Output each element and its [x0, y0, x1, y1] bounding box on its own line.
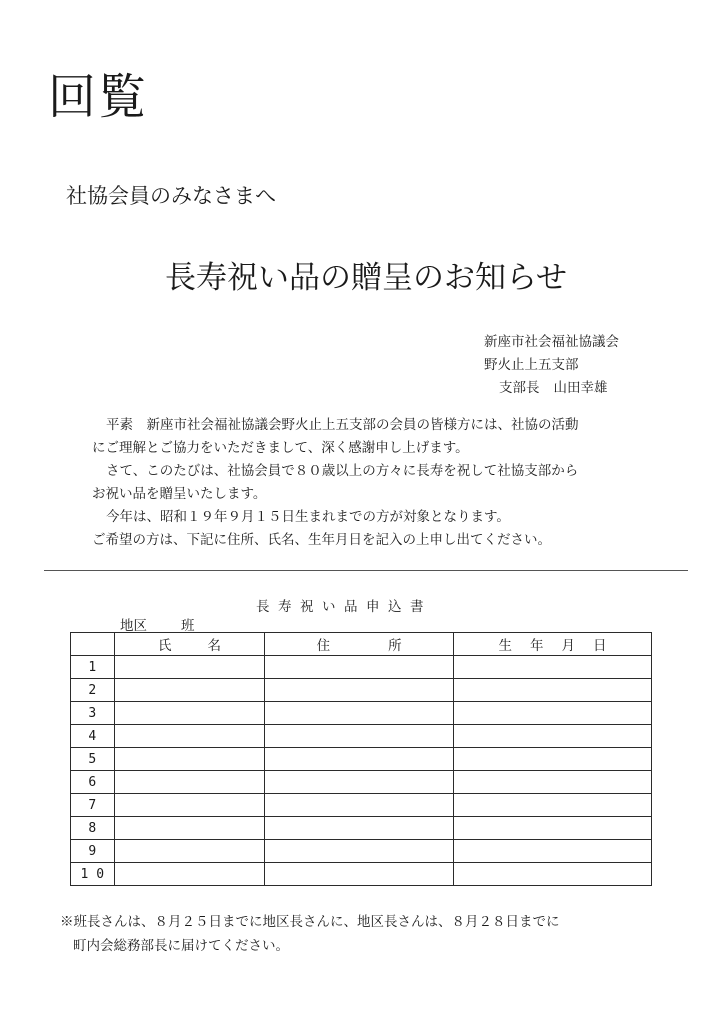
- address-cell[interactable]: [265, 656, 454, 679]
- note-line: ※班長さんは、８月２５日までに地区長さんに、地区長さんは、８月２８日までに: [60, 914, 560, 930]
- table-header-row: [71, 633, 652, 656]
- table-row: [71, 679, 652, 702]
- name-cell[interactable]: [114, 748, 265, 771]
- address-cell[interactable]: [265, 817, 454, 840]
- sender-position: 支部長: [499, 380, 540, 396]
- sender-branch: 野火止上五支部: [484, 357, 579, 373]
- name-cell[interactable]: [114, 863, 265, 886]
- row-number: 9: [71, 840, 115, 863]
- sender-organization: 新座市社会福祉協議会: [484, 334, 619, 350]
- row-number: 3: [71, 702, 115, 725]
- table-row: [71, 748, 652, 771]
- header-number: [71, 633, 115, 656]
- row-number: 6: [71, 771, 115, 794]
- row-number: 7: [71, 794, 115, 817]
- row-number: 4: [71, 725, 115, 748]
- table-row: [71, 817, 652, 840]
- group-label: 班: [181, 618, 195, 634]
- row-number: 1 0: [71, 863, 115, 886]
- body-line: 平素 新座市社会福祉協議会野火止上五支部の会員の皆様方には、社協の活動: [106, 417, 579, 433]
- table-row: [71, 840, 652, 863]
- application-table: [70, 632, 652, 886]
- name-cell[interactable]: [114, 794, 265, 817]
- address-cell[interactable]: [265, 679, 454, 702]
- birthdate-cell[interactable]: [453, 771, 651, 794]
- header-name: 氏 名: [114, 633, 265, 656]
- sender-person: [499, 376, 608, 396]
- body-line: ご希望の方は、下記に住所、氏名、生年月日を記入の上申し出てください。: [92, 532, 551, 548]
- birthdate-cell[interactable]: [453, 679, 651, 702]
- name-cell[interactable]: [114, 656, 265, 679]
- body-line: さて、このたびは、社協会員で８０歳以上の方々に長寿を祝して社協支部から: [106, 463, 579, 479]
- name-cell[interactable]: [114, 679, 265, 702]
- name-cell[interactable]: [114, 771, 265, 794]
- birthdate-cell[interactable]: [453, 817, 651, 840]
- sender-name: 山田幸雄: [553, 380, 608, 396]
- table-row: [71, 771, 652, 794]
- row-number: 2: [71, 679, 115, 702]
- row-number: 1: [71, 656, 115, 679]
- note-line: 町内会総務部長に届けてください。: [73, 938, 289, 954]
- body-line: 今年は、昭和１９年９月１５日生まれまでの方が対象となります。: [106, 509, 510, 525]
- birthdate-cell[interactable]: [453, 840, 651, 863]
- address-cell[interactable]: [265, 771, 454, 794]
- header-address: 住 所: [265, 633, 454, 656]
- row-number: 8: [71, 817, 115, 840]
- table-row: [71, 725, 652, 748]
- district-label: 地区: [120, 618, 147, 634]
- form-title: 長寿祝い品申込書: [256, 599, 432, 615]
- name-cell[interactable]: [114, 725, 265, 748]
- address-cell[interactable]: [265, 863, 454, 886]
- table-row: [71, 656, 652, 679]
- table-row: [71, 702, 652, 725]
- birthdate-cell[interactable]: [453, 702, 651, 725]
- address-cell[interactable]: [265, 702, 454, 725]
- row-number: 5: [71, 748, 115, 771]
- name-cell[interactable]: [114, 817, 265, 840]
- address-cell[interactable]: [265, 794, 454, 817]
- birthdate-cell[interactable]: [453, 748, 651, 771]
- address-cell[interactable]: [265, 840, 454, 863]
- footer-note: [60, 910, 560, 958]
- birthdate-cell[interactable]: [453, 794, 651, 817]
- page-title: 長寿祝い品の贈呈のお知らせ: [164, 260, 568, 296]
- name-cell[interactable]: [114, 840, 265, 863]
- notice-body: [92, 414, 652, 552]
- name-cell[interactable]: [114, 702, 265, 725]
- birthdate-cell[interactable]: [453, 863, 651, 886]
- birthdate-cell[interactable]: [453, 725, 651, 748]
- body-line: にご理解とご協力をいただきまして、深く感謝申し上げます。: [92, 440, 469, 456]
- addressee: 社協会員のみなさまへ: [66, 184, 276, 208]
- address-cell[interactable]: [265, 725, 454, 748]
- address-cell[interactable]: [265, 748, 454, 771]
- table-row: [71, 863, 652, 886]
- header-birthdate: 生 年 月 日: [453, 633, 651, 656]
- circulation-label: 回覧: [48, 69, 149, 125]
- section-divider: [44, 570, 688, 571]
- district-group-row: [120, 614, 195, 634]
- table-row: [71, 794, 652, 817]
- birthdate-cell[interactable]: [453, 656, 651, 679]
- body-line: お祝い品を贈呈いたします。: [92, 486, 267, 502]
